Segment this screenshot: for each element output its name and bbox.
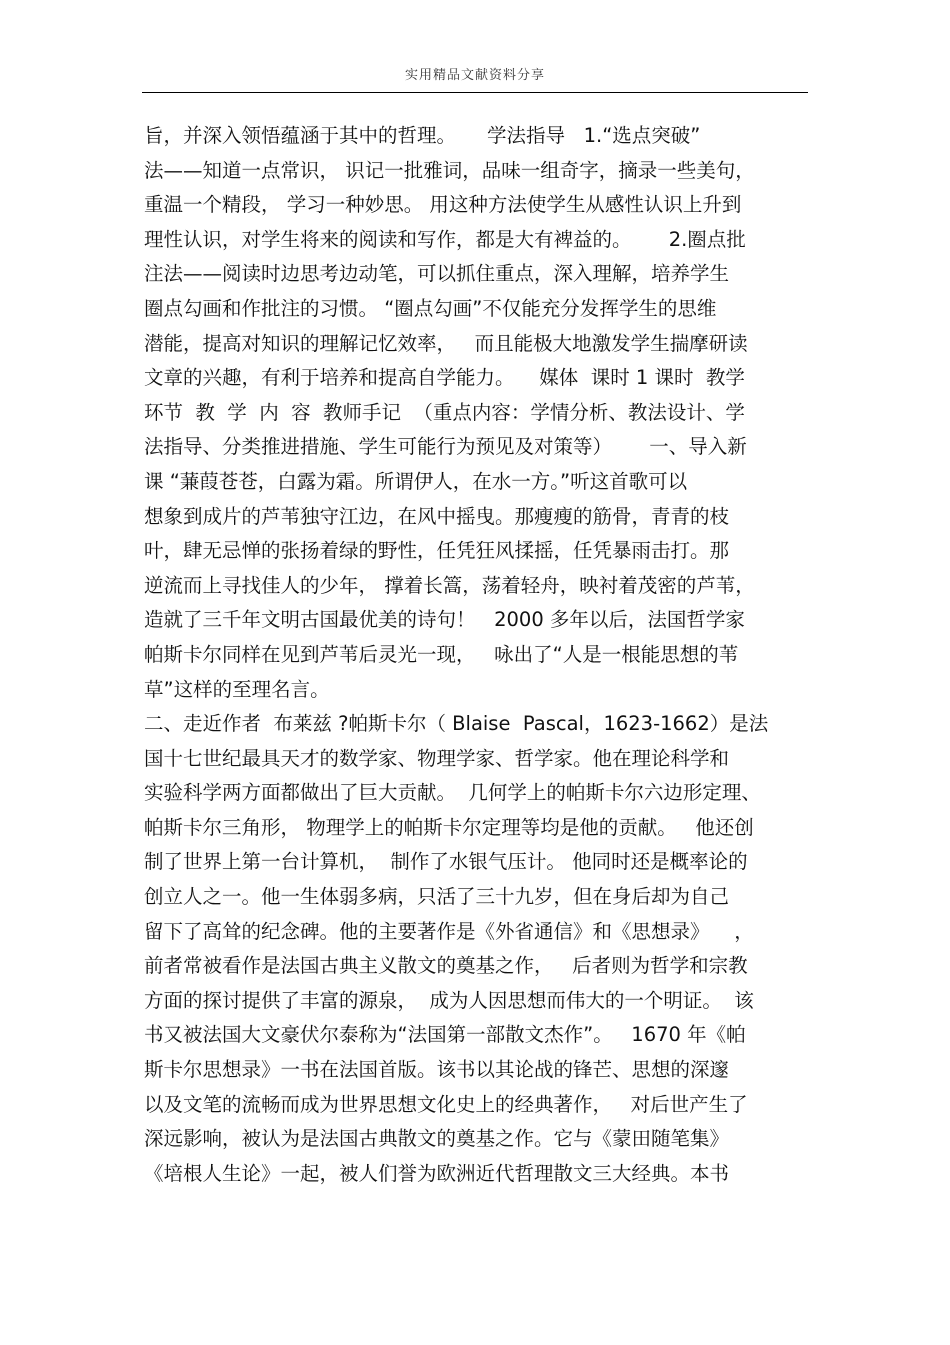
text-line: 造就了三千年文明古国最优美的诗句！ 2000 多年以后，法国哲学家 [144, 608, 745, 632]
text-line: 留下了高耸的纪念碑。他的主要著作是《外省通信》和《思想录》 ， [144, 919, 754, 943]
page-header: 实用精品文献资料分享 [404, 68, 545, 83]
header-divider [142, 92, 808, 93]
text-line: 制了世界上第一台计算机， 制作了水银气压计。 他同时还是概率论的 [144, 850, 748, 874]
text-line: 帕斯卡尔同样在见到芦苇后灵光一现， 咏出了“人是一根能思想的苇 [144, 642, 739, 666]
text-line: 法指导、分类推进措施、学生可能行为预见及对策等） 一、导入新 [144, 435, 747, 459]
text-line: 书又被法国大文豪伏尔泰称为“法国第一部散文杰作”。 1670 年《帕 [144, 1023, 746, 1047]
text-line: 想象到成片的芦苇独守江边，在风中摇曳。那瘦瘦的筋骨，青青的枝 [144, 504, 730, 528]
text-line: 重温一个精段， 学习一种妙思。 用这种方法使学生从感性认识上升到 [144, 193, 742, 217]
text-line: 以及文笔的流畅而成为世界思想文化史上的经典著作， 对后世产生了 [144, 1092, 748, 1116]
text-line: 潜能，提高对知识的理解记忆效率， 而且能极大地激发学生揣摩研读 [144, 331, 748, 355]
text-line: 二、走近作者 布莱兹 ?帕斯卡尔（ Blaise Pascal，1623-1662）是法 [144, 712, 769, 736]
text-line: 旨，并深入领悟蕴涵于其中的哲理。 学法指导 1.“选点突破” [144, 124, 701, 147]
text-line: 理性认识，对学生将来的阅读和写作，都是大有裨益的。 2.圈点批 [144, 227, 746, 251]
text-line: 国十七世纪最具天才的数学家、物理学家、哲学家。他在理论科学和 [144, 746, 730, 770]
text-line: 逆流而上寻找佳人的少年， 撑着长篙，荡着轻舟，映衬着茂密的芦苇， [144, 573, 755, 597]
text-line: 创立人之一。他一生体弱多病，只活了三十九岁，但在身后却为自己 [144, 885, 730, 909]
text-line: 深远影响，被认为是法国古典散文的奠基之作。它与《蒙田随笔集》 [144, 1127, 730, 1151]
text-line: 圈点勾画和作批注的习惯。 “圈点勾画”不仅能充分发挥学生的思维 [144, 296, 717, 320]
text-line: 《培根人生论》一起，被人们誉为欧洲近代哲理散文三大经典。本书 [144, 1161, 730, 1185]
text-line: 实验科学两方面都做出了巨大贡献。 几何学上的帕斯卡尔六边形定理、 [144, 781, 761, 805]
document-body [144, 119, 812, 1191]
text-line: 前者常被看作是法国古典主义散文的奠基之作， 后者则为哲学和宗教 [144, 954, 748, 978]
text-line: 斯卡尔思想录》一书在法国首版。该书以其论战的锋芒、思想的深邃 [144, 1058, 730, 1082]
text-line: 叶，肆无忌惮的张扬着绿的野性，任凭狂风揉摇，任凭暴雨击打。那 [144, 539, 730, 563]
text-line: 法——知道一点常识， 识记一批雅词，品味一组奇字，摘录一些美句， [144, 158, 755, 182]
text-line: 文章的兴趣，有利于培养和提高自学能力。 媒体 课时 1 课时 教学 [144, 366, 745, 390]
text-line: 课 “蒹葭苍苍，白露为霜。所谓伊人，在水一方。”听这首歌可以 [144, 469, 688, 493]
text-line: 注法——阅读时边思考边动笔，可以抓住重点，深入理解，培养学生 [144, 262, 730, 286]
text-line: 帕斯卡尔三角形， 物理学上的帕斯卡尔定理等均是他的贡献。 他还创 [144, 815, 754, 839]
text-line: 草”这样的至理名言。 [144, 677, 330, 701]
text-line: 方面的探讨提供了丰富的源泉， 成为人因思想而伟大的一个明证。 该 [144, 988, 754, 1012]
text-line: 环节 教 学 内 容 教师手记 （重点内容：学情分析、教法设计、学 [144, 400, 745, 424]
